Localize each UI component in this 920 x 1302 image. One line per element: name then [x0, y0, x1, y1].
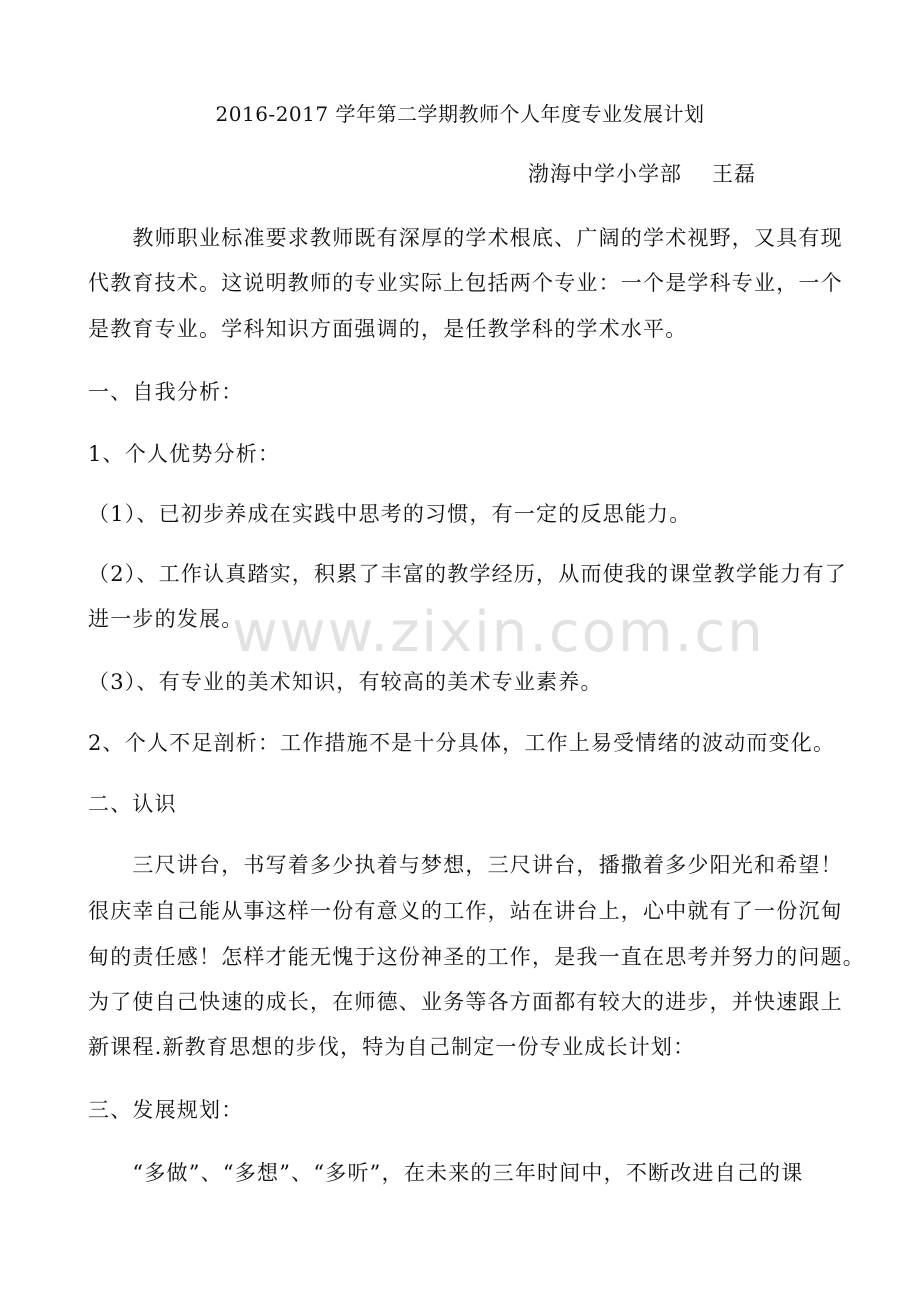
list-item: （3）、有专业的美术知识，有较高的美术专业素养。	[88, 670, 603, 694]
paragraph-line: 为了使自己快速的成长，在师德、业务等各方面都有较大的进步，并快速跟上	[88, 990, 843, 1014]
paragraph-line: 三尺讲台，书写着多少执着与梦想，三尺讲台，播撒着多少阳光和希望！	[88, 853, 843, 877]
section-heading: 二、认识	[88, 792, 177, 816]
watermark: www.zixin.com.cn	[232, 600, 765, 665]
subsection-heading: 1、个人优势分析：	[88, 442, 281, 466]
section-heading: 一、自我分析：	[88, 380, 244, 404]
paragraph-line: 很庆幸自己能从事这样一份有意义的工作，站在讲台上，心中就有了一份沉甸	[88, 899, 843, 923]
list-item: （1）、已初步养成在实践中思考的习惯，有一定的反思能力。	[88, 502, 692, 526]
author-school: 渤海中学小学部	[528, 162, 682, 186]
paragraph-line: 是教育专业。学科知识方面强调的，是任教学科的学术水平。	[88, 317, 688, 341]
list-item-continuation: 进一步的发展。	[88, 607, 244, 631]
paragraph-line: 代教育技术。这说明教师的专业实际上包括两个专业：一个是学科专业，一个	[88, 271, 843, 295]
document-title: 2016-2017 学年第二学期教师个人年度专业发展计划	[215, 102, 705, 126]
section-heading: 三、发展规划：	[88, 1098, 244, 1122]
paragraph-line: 甸的责任感！怎样才能无愧于这份神圣的工作，是我一直在思考并努力的问题。	[88, 945, 865, 969]
paragraph-line: “多做”、“多想”、“多听”，在未来的三年时间中，不断改进自己的课	[88, 1161, 804, 1185]
subsection-heading: 2、个人不足剖析：工作措施不是十分具体，工作上易受情绪的波动而变化。	[88, 731, 836, 755]
paragraph-line: 新课程.新教育思想的步伐，特为自己制定一份专业成长计划：	[88, 1035, 696, 1059]
author-line	[528, 158, 756, 188]
paragraph-line: 教师职业标准要求教师既有深厚的学术根底、广阔的学术视野，又具有现	[88, 226, 843, 250]
author-name: 王磊	[712, 162, 756, 186]
list-item: （2）、工作认真踏实，积累了丰富的教学经历，从而使我的课堂教学能力有了	[88, 562, 847, 586]
